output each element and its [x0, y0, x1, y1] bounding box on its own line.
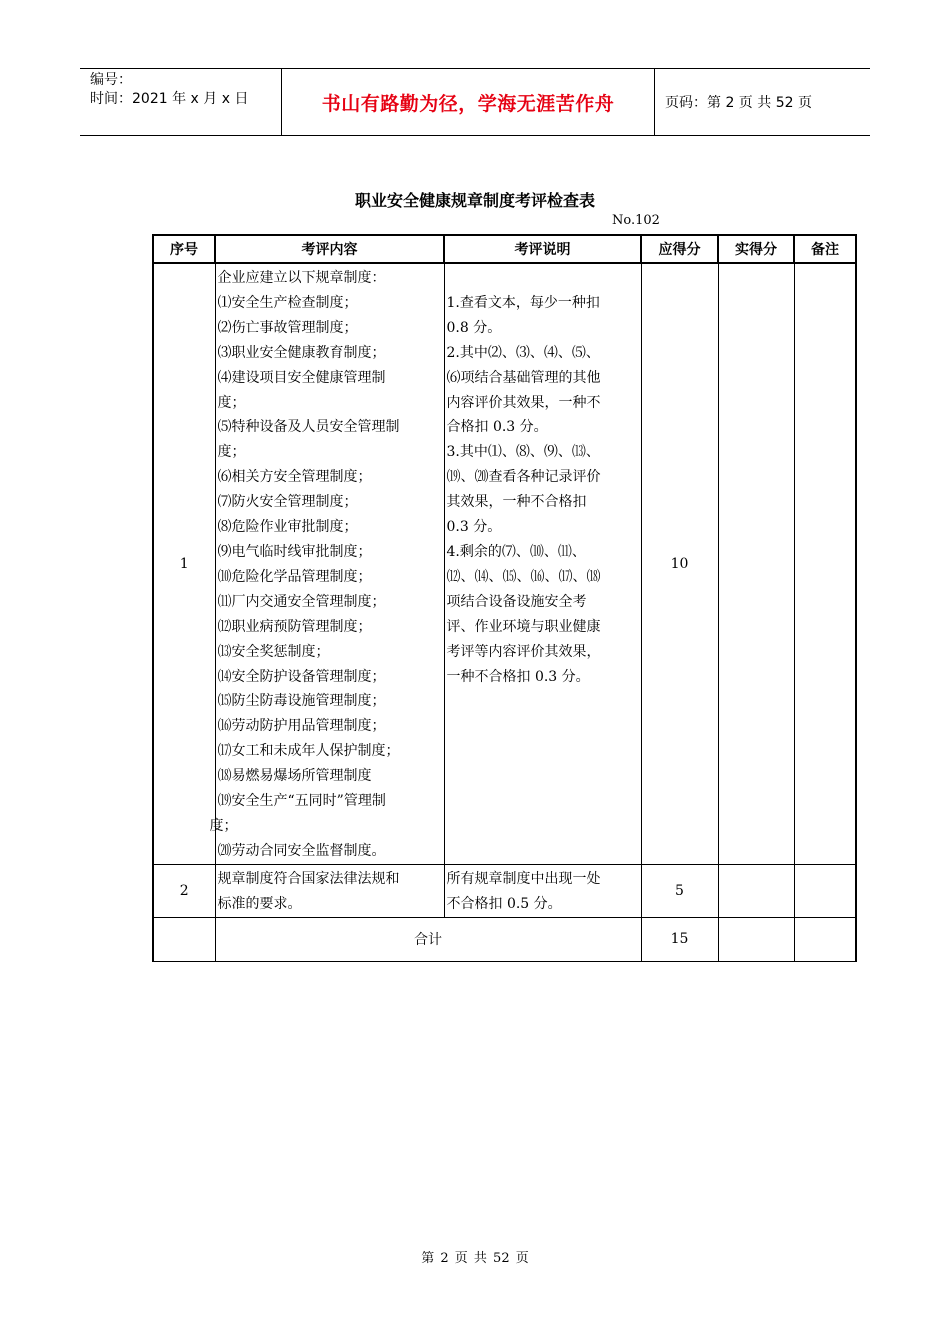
desc-line: 所有规章制度中出现一处 [446, 870, 601, 887]
row-score: 5 [641, 864, 718, 917]
content-line: ⒁安全防护设备管理制度； [217, 668, 386, 685]
desc-line: 一种不合格扣 0.3 分。 [446, 668, 590, 685]
table-total-row [153, 917, 856, 961]
header-page-info: 页码：第 2 页 共 52 页 [665, 95, 812, 111]
row-note [794, 263, 856, 864]
content-line: ⑶职业安全健康教育制度； [217, 344, 386, 361]
desc-line: 考评等内容评价其效果， [446, 643, 601, 660]
row-note [794, 864, 856, 917]
table-row [153, 263, 856, 864]
row-score: 10 [641, 263, 718, 864]
content-line: 标准的要求。 [217, 895, 302, 912]
content-line: ⒄女工和未成年人保护制度； [217, 743, 400, 760]
content-line: ⑺防火安全管理制度； [217, 494, 358, 511]
number-label: 编号： [90, 72, 132, 88]
content-line: ⒅易燃易爆场所管理制度 [217, 768, 372, 785]
desc-line: 不合格扣 0.5 分。 [446, 895, 562, 912]
col-header-description: 考评说明 [444, 235, 641, 263]
desc-line: 1.查看文本，每少一种扣 [446, 294, 600, 311]
content-line: ⑸特种设备及人员安全管理制 [217, 419, 400, 436]
total-actual-score [718, 917, 794, 961]
row-seq: 2 [153, 864, 215, 917]
content-line: ⒀安全奖惩制度； [217, 643, 330, 660]
content-line: ⑽危险化学品管理制度； [217, 568, 372, 585]
content-line: ⑵伤亡事故管理制度； [217, 319, 358, 336]
desc-line: 4.剩余的⑺、⑽、⑾、 [446, 543, 586, 560]
row-content [209, 263, 444, 864]
content-line: 规章制度符合国家法律法规和 [217, 870, 400, 887]
page-header [80, 68, 870, 136]
content-line: ⑼电气临时线审批制度； [217, 543, 372, 560]
desc-line: 合格扣 0.3 分。 [446, 419, 548, 436]
content-line: ⒂防尘防毒设施管理制度； [217, 693, 386, 710]
table-header-row [153, 235, 856, 263]
col-header-note: 备注 [794, 235, 856, 263]
row-actual-score [718, 864, 794, 917]
content-line: ⑿职业病预防管理制度； [217, 618, 372, 635]
desc-line: 0.8 分。 [446, 319, 502, 336]
content-line: ⑻危险作业审批制度； [217, 519, 358, 536]
col-header-seq: 序号 [153, 235, 215, 263]
page-footer: 第 2 页 共 52 页 [421, 1251, 529, 1266]
content-line: ⒃劳动防护用品管理制度； [217, 718, 386, 735]
time-label: 时间：2021 年 x 月 x 日 [90, 91, 249, 107]
total-seq-empty [153, 917, 215, 961]
desc-line [447, 266, 639, 291]
desc-line: 3.其中⑴、⑻、⑼、⒀、 [446, 444, 600, 461]
row-seq: 1 [153, 263, 215, 864]
header-meta [80, 69, 282, 135]
header-motto: 书山有路勤为径，学海无涯苦作舟 [282, 69, 655, 135]
document-number: No.102 [612, 213, 660, 228]
col-header-score: 应得分 [641, 235, 718, 263]
total-note [794, 917, 856, 961]
desc-line: 评、作业环境与职业健康 [446, 618, 601, 635]
total-score: 15 [641, 917, 718, 961]
content-line: ⑾厂内交通安全管理制度； [217, 593, 386, 610]
row-description [444, 263, 641, 864]
desc-line: 项结合设备设施安全考 [446, 593, 587, 610]
content-line: 企业应建立以下规章制度： [217, 270, 386, 286]
desc-line: 2.其中⑵、⑶、⑷、⑸、 [446, 344, 600, 361]
desc-line: ⒆、⒇查看各种记录评价 [446, 469, 601, 486]
content-line: ⑴安全生产检查制度； [217, 294, 358, 311]
desc-line: 其效果，一种不合格扣 [446, 494, 587, 511]
desc-line: 内容评价其效果，一种不 [446, 394, 601, 411]
col-header-content: 考评内容 [215, 235, 444, 263]
content-line: 度； [209, 817, 238, 834]
content-line: ⑹相关方安全管理制度； [217, 469, 372, 486]
document-title: 职业安全健康规章制度考评检查表 [354, 191, 595, 210]
desc-line: ⑹项结合基础管理的其他 [446, 369, 601, 386]
content-line: ⒆安全生产“五同时”管理制 [217, 793, 386, 810]
desc-line: ⑿、⒁、⒂、⒃、⒄、⒅ [446, 568, 601, 585]
desc-line: 0.3 分。 [446, 519, 502, 536]
col-header-actual: 实得分 [718, 235, 794, 263]
row-description [444, 864, 641, 917]
total-label: 合计 [215, 917, 641, 961]
evaluation-table [152, 234, 857, 962]
content-line: ⒇劳动合同安全监督制度。 [217, 842, 386, 859]
row-actual-score [718, 263, 794, 864]
content-line: ⑷建设项目安全健康管理制 [217, 369, 386, 386]
content-line: 度； [217, 444, 246, 461]
row-content [215, 864, 444, 917]
content-line: 度； [217, 394, 246, 411]
table-row [153, 864, 856, 917]
